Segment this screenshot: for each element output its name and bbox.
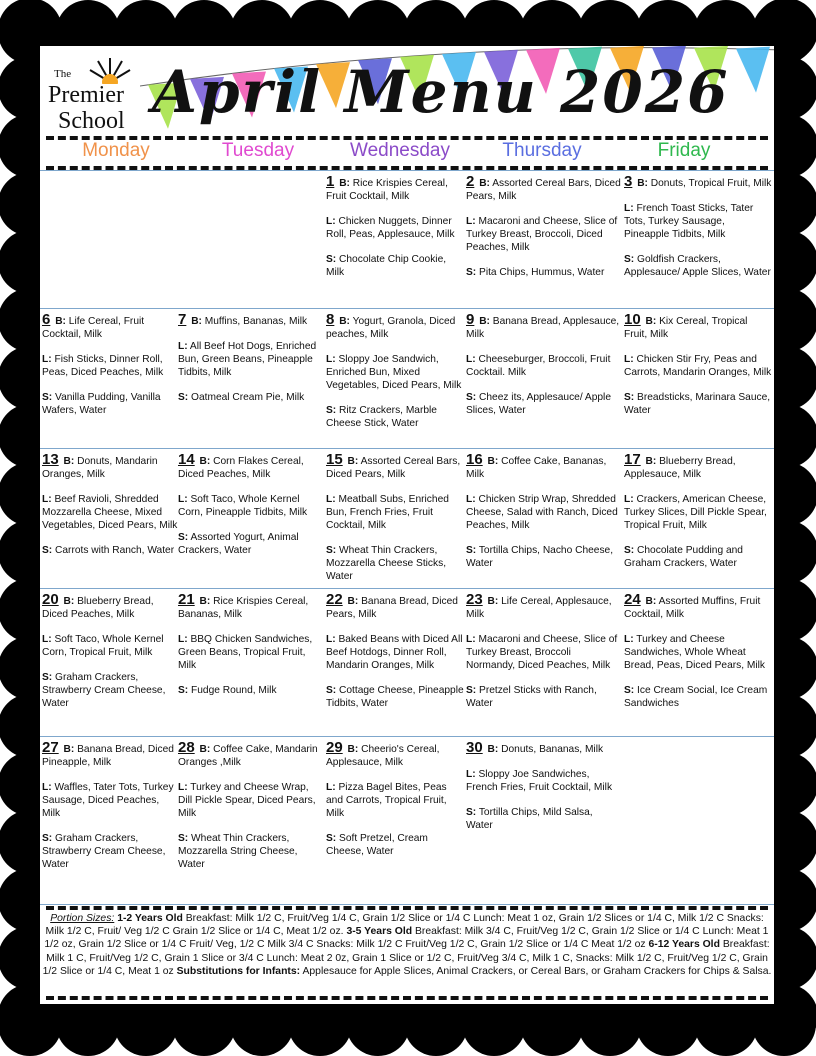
day-cell: [326, 593, 466, 722]
lunch-line: [326, 215, 466, 241]
sun-icon: [88, 54, 132, 84]
lunch-label: L:: [42, 494, 52, 505]
date-number: 24: [624, 591, 641, 608]
breakfast-items: Blueberry Bread, Diced Peaches, Milk: [42, 596, 154, 620]
breakfast-items: Blueberry Bread, Applesauce, Milk: [624, 456, 736, 480]
snack-label: S:: [178, 532, 189, 543]
day-cell: [42, 741, 178, 883]
snack-items: Ritz Crackers, Marble Cheese Stick, Water: [326, 405, 437, 429]
lunch-line: [624, 493, 772, 532]
breakfast-label: B:: [63, 456, 75, 467]
lunch-label: L:: [624, 494, 634, 505]
lunch-items: Baked Beans with Diced All Beef Hotdogs, Dinner Roll, Mandarin Oranges, Milk: [326, 634, 463, 671]
age-group-2-label: 3-5 Years Old: [346, 926, 413, 938]
snack-line: [624, 253, 772, 279]
day-cell: [466, 453, 622, 582]
lunch-label: L:: [178, 782, 188, 793]
snack-items: Wheat Thin Crackers, Mozzarella Cheese Sticks, Water: [326, 545, 447, 582]
lunch-items: Macaroni and Cheese, Slice of Turkey Breast, Broccoli, Diced Peaches, Milk: [466, 216, 618, 253]
breakfast-label: B:: [55, 316, 66, 327]
snack-items: Fudge Round, Milk: [191, 685, 277, 696]
snack-label: S:: [326, 254, 337, 265]
divider-footer-top: [46, 906, 768, 910]
breakfast-label: B:: [347, 744, 359, 755]
snack-label: S:: [624, 545, 635, 556]
lunch-items: Soft Taco, Whole Kernel Corn, Pineapple Tidbits, Milk: [178, 494, 308, 518]
day-cell: [42, 313, 178, 429]
snack-line: [42, 671, 178, 710]
lunch-items: Pizza Bagel Bites, Peas and Carrots, Tropical Fruit, Milk: [326, 782, 447, 819]
breakfast-line: [42, 741, 178, 769]
breakfast-items: Rice Krispies Cereal, Fruit Cocktail, Milk: [326, 178, 448, 202]
breakfast-line: [326, 175, 466, 203]
breakfast-line: [624, 313, 772, 341]
breakfast-label: B:: [339, 178, 350, 189]
breakfast-line: [624, 175, 772, 190]
breakfast-label: B:: [191, 316, 202, 327]
day-friday: Friday: [657, 140, 711, 161]
snack-label: S:: [466, 807, 477, 818]
breakfast-items: Coffee Cake, Mandarin Oranges ,Milk: [178, 744, 318, 768]
snack-items: Ice Cream Social, Ice Cream Sandwiches: [624, 685, 768, 709]
snack-label: S:: [624, 254, 635, 265]
breakfast-items: Assorted Cereal Bars, Diced Pears, Milk: [326, 456, 461, 480]
day-thursday: Thursday: [502, 140, 582, 161]
grid-bottom-line: [40, 904, 774, 905]
snack-line: [624, 391, 772, 417]
age-group-1-label: 1-2 Years Old: [117, 913, 183, 924]
breakfast-items: Coffee Cake, Bananas, Milk: [466, 456, 607, 480]
day-cell: [624, 453, 772, 582]
lunch-line: [178, 493, 324, 519]
snack-items: Vanilla Pudding, Vanilla Wafers, Water: [42, 392, 161, 416]
lunch-items: Turkey and Cheese Sandwiches, Whole Wheat Bread, Peas, Diced Pears, Milk: [624, 634, 765, 671]
lunch-line: [466, 633, 622, 672]
week-row: [40, 736, 774, 905]
breakfast-line: [466, 453, 622, 481]
lunch-label: L:: [178, 494, 188, 505]
breakfast-items: Assorted Cereal Bars, Diced Pears, Milk: [466, 178, 621, 202]
portion-label: Portion Sizes:: [50, 913, 115, 924]
snack-line: [326, 404, 466, 430]
lunch-label: L:: [466, 494, 476, 505]
day-wednesday: Wednesday: [350, 140, 450, 161]
lunch-items: BBQ Chicken Sandwiches, Green Beans, Tropical Fruit, Milk: [178, 634, 313, 671]
lunch-line: [42, 781, 178, 820]
breakfast-label: B:: [479, 316, 490, 327]
breakfast-items: Donuts, Tropical Fruit, Milk: [650, 178, 772, 189]
breakfast-line: [624, 593, 772, 621]
day-cell: [326, 175, 466, 291]
breakfast-items: Kix Cereal, Tropical Fruit, Milk: [624, 316, 748, 340]
snack-line: [624, 544, 772, 570]
weekday-header: [46, 140, 768, 168]
snack-items: Tortilla Chips, Mild Salsa, Water: [466, 807, 593, 831]
lunch-line: [178, 633, 324, 672]
lunch-line: [624, 353, 772, 379]
date-number: 9: [466, 311, 475, 328]
lunch-label: L:: [624, 203, 634, 214]
snack-items: Graham Crackers, Strawberry Cream Cheese, Water: [42, 672, 166, 709]
snack-label: S:: [178, 833, 189, 844]
breakfast-line: [326, 313, 466, 341]
snack-items: Chocolate Chip Cookie, Milk: [326, 254, 447, 278]
snack-label: S:: [326, 833, 337, 844]
breakfast-label: B:: [637, 178, 648, 189]
lunch-line: [326, 633, 466, 672]
lunch-line: [42, 353, 178, 379]
breakfast-label: B:: [199, 596, 211, 607]
snack-line: [42, 832, 178, 871]
week-row: [40, 588, 774, 737]
week-row: [40, 170, 774, 309]
day-cell: [326, 453, 466, 595]
date-number: 6: [42, 311, 51, 328]
menu-page: [40, 46, 774, 1004]
week-row: [40, 308, 774, 449]
lunch-items: Macaroni and Cheese, Slice of Turkey Breast, Broccoli Normandy, Diced Peaches, Milk: [466, 634, 618, 671]
breakfast-label: B:: [645, 596, 657, 607]
lunch-label: L:: [466, 634, 476, 645]
lunch-label: L:: [326, 494, 336, 505]
breakfast-label: B:: [63, 744, 75, 755]
day-tuesday: Tuesday: [221, 140, 295, 161]
breakfast-label: B:: [347, 596, 359, 607]
lunch-line: [42, 493, 178, 532]
day-cell: [42, 453, 178, 569]
date-number: 17: [624, 451, 641, 468]
lunch-items: Sloppy Joe Sandwiches, French Fries, Fruit Cocktail, Milk: [466, 769, 613, 793]
snack-line: [466, 391, 622, 417]
date-number: 23: [466, 591, 483, 608]
lunch-items: Waffles, Tater Tots, Turkey Sausage, Diced Peaches, Milk: [42, 782, 174, 819]
snack-label: S:: [466, 685, 477, 696]
snack-line: [466, 544, 622, 570]
snack-line: [466, 684, 622, 710]
breakfast-line: [466, 175, 622, 203]
breakfast-line: [178, 453, 324, 481]
breakfast-items: Donuts, Bananas, Milk: [501, 744, 604, 755]
portion-sizes: [42, 912, 772, 978]
breakfast-items: Cheerio's Cereal, Applesauce, Milk: [326, 744, 440, 768]
snack-items: Tortilla Chips, Nacho Cheese, Water: [466, 545, 614, 569]
date-number: 29: [326, 739, 343, 756]
date-number: 14: [178, 451, 195, 468]
snack-items: Carrots with Ranch, Water: [55, 545, 175, 556]
snack-label: S:: [178, 392, 189, 403]
lunch-items: French Toast Sticks, Tater Tots, Turkey Sausage, Pineapple Tidbits, Milk: [624, 203, 754, 240]
substitutions-text: Applesauce for Apple Slices, Animal Crackers, or Cereal Bars, or Graham Crackers for Chips & Salsa.: [302, 965, 772, 977]
breakfast-items: Banana Bread, Diced Pears, Milk: [326, 596, 458, 620]
lunch-items: Chicken Strip Wrap, Shredded Cheese, Salad with Ranch, Diced Peaches, Milk: [466, 494, 618, 531]
snack-label: S:: [42, 672, 53, 683]
lunch-label: L:: [178, 634, 188, 645]
age-group-3-text: Breakfast: Milk 1 C, Fruit/Veg 1/2 C, Grain 1 Slice or 3/4 C Lunch: Meat 2 0z, Grain 1 Slice or 1/2 C, Fruit/Veg 3/4 C, Milk 1 C, Snacks: Milk 1/2 C, Fruit/Veg 1/2 C, Grain 1/2 Slice or 1/4 C, Meat 1 oz: [42, 939, 770, 977]
logo-text-premier: Premier: [48, 82, 124, 108]
lunch-label: L:: [624, 354, 634, 365]
breakfast-label: B:: [63, 596, 75, 607]
breakfast-label: B:: [487, 596, 499, 607]
lunch-label: L:: [466, 769, 476, 780]
snack-items: Graham Crackers, Strawberry Cream Cheese, Water: [42, 833, 166, 870]
age-group-1-text: Breakfast: Milk 1/2 C, Fruit/Veg 1/4 C, Grain 1/2 Slice or 1/4 C Lunch: Meat 1 oz, Grain 1/2 Slices or 1/4 C, Milk 1/2 C Snacks: Milk 1/2 C, Fruit/ Veg 1/2 C Grain 1/2 Slice or 1/4 C, Meat 1/2 oz.: [45, 913, 764, 938]
lunch-line: [466, 493, 622, 532]
lunch-label: L:: [178, 341, 188, 352]
breakfast-items: Life Cereal, Fruit Cocktail, Milk: [42, 316, 145, 340]
breakfast-label: B:: [479, 178, 490, 189]
snack-label: S:: [466, 392, 477, 403]
breakfast-items: Banana Bread, Applesauce, Milk: [466, 316, 620, 340]
snack-line: [466, 806, 622, 832]
breakfast-label: B:: [199, 744, 211, 755]
breakfast-label: B:: [199, 456, 211, 467]
age-group-2-text: Breakfast: Milk 3/4 C, Fruit/Veg 1/2 C, Grain 1/2 Slice or 1/4 C Lunch: Meat 1 1/2 oz, Grain 1/2 Slice or 1/4 C Fruit/ Veg, 1/2 C Milk 3/4 C Snacks: Milk 1/2 C Fruit/Veg 1/2 C, Grain 1/2 Slice or 1/4 C Meat 1/2 oz: [44, 926, 769, 951]
breakfast-items: Rice Krispies Cereal, Bananas, Milk: [178, 596, 309, 620]
lunch-items: Meatball Subs, Enriched Bun, French Fries, Fruit Cocktail, Milk: [326, 494, 449, 531]
breakfast-line: [624, 453, 772, 481]
date-number: 10: [624, 311, 641, 328]
snack-line: [326, 684, 466, 710]
day-cell: [624, 175, 772, 291]
date-number: 20: [42, 591, 59, 608]
lunch-items: Soft Taco, Whole Kernel Corn, Tropical Fruit, Milk: [42, 634, 164, 658]
day-cell: [466, 593, 622, 722]
date-number: 28: [178, 739, 195, 756]
breakfast-items: Yogurt, Granola, Diced peaches, Milk: [326, 316, 456, 340]
snack-label: S:: [42, 392, 53, 403]
lunch-items: Sloppy Joe Sandwich, Enriched Bun, Mixed Vegetables, Diced Pears, Milk: [326, 354, 462, 391]
snack-label: S:: [624, 392, 635, 403]
lunch-items: Cheeseburger, Broccoli, Fruit Cocktail. Milk: [466, 354, 611, 378]
lunch-line: [466, 353, 622, 379]
lunch-line: [42, 633, 178, 659]
snack-items: Chocolate Pudding and Graham Crackers, Water: [624, 545, 743, 569]
snack-items: Oatmeal Cream Pie, Milk: [191, 392, 305, 403]
lunch-items: All Beef Hot Dogs, Enriched Bun, Green Beans, Pineapple Tidbits, Milk: [178, 341, 317, 378]
snack-label: S:: [42, 833, 53, 844]
date-number: 3: [624, 173, 633, 190]
breakfast-line: [466, 593, 622, 621]
breakfast-line: [326, 453, 466, 481]
breakfast-items: Donuts, Mandarin Oranges, Milk: [42, 456, 158, 480]
breakfast-line: [42, 453, 178, 481]
day-cell: [466, 741, 622, 844]
snack-items: Soft Pretzel, Cream Cheese, Water: [326, 833, 428, 857]
divider-footer-bottom: [46, 996, 768, 1000]
date-number: 7: [178, 311, 187, 328]
lunch-label: L:: [42, 634, 52, 645]
snack-items: Assorted Yogurt, Animal Crackers, Water: [178, 532, 299, 556]
lunch-line: [326, 781, 466, 820]
snack-items: Wheat Thin Crackers, Mozzarella String Cheese, Water: [178, 833, 298, 870]
day-cell: [466, 313, 622, 429]
day-cell: [178, 313, 324, 416]
breakfast-line: [178, 741, 324, 769]
snack-line: [624, 684, 772, 710]
date-number: 13: [42, 451, 59, 468]
lunch-label: L:: [624, 634, 634, 645]
breakfast-label: B:: [487, 456, 499, 467]
page-title: April Menu 2026: [152, 58, 730, 126]
lunch-items: Chicken Nuggets, Dinner Roll, Peas, Applesauce, Milk: [326, 216, 455, 240]
day-cell: [466, 175, 622, 291]
breakfast-line: [466, 313, 622, 341]
breakfast-label: B:: [645, 316, 657, 327]
date-number: 2: [466, 173, 475, 190]
breakfast-line: [326, 593, 466, 621]
snack-items: Cheez its, Applesauce/ Apple Slices, Water: [466, 392, 611, 416]
school-logo: [44, 52, 136, 132]
snack-label: S:: [326, 685, 337, 696]
day-cell: [326, 741, 466, 870]
breakfast-items: Banana Bread, Diced Pineapple, Milk: [42, 744, 174, 768]
snack-label: S:: [178, 685, 189, 696]
snack-items: Goldfish Crackers, Applesauce/ Apple Slices, Water: [624, 254, 771, 278]
day-cell: [178, 741, 324, 883]
lunch-items: Beef Ravioli, Shredded Mozzarella Cheese, Mixed Vegetables, Diced Pears, Milk: [42, 494, 178, 531]
breakfast-line: [178, 313, 324, 328]
snack-line: [178, 531, 324, 557]
breakfast-line: [466, 741, 622, 756]
lunch-label: L:: [42, 354, 52, 365]
date-number: 21: [178, 591, 195, 608]
pennant-flag: [736, 47, 770, 93]
breakfast-items: Corn Flakes Cereal, Diced Peaches, Milk: [178, 456, 304, 480]
breakfast-line: [42, 593, 178, 621]
lunch-line: [326, 493, 466, 532]
lunch-label: L:: [466, 354, 476, 365]
snack-line: [178, 391, 324, 404]
breakfast-line: [42, 313, 178, 341]
day-cell: [624, 313, 772, 429]
snack-items: Breadsticks, Marinara Sauce, Water: [624, 392, 771, 416]
snack-label: S:: [42, 545, 53, 556]
lunch-label: L:: [466, 216, 476, 227]
lunch-label: L:: [326, 634, 336, 645]
snack-label: S:: [466, 267, 477, 278]
lunch-line: [624, 633, 772, 672]
snack-line: [326, 544, 466, 583]
logo-text-school: School: [58, 108, 125, 134]
lunch-label: L:: [42, 782, 52, 793]
lunch-items: Crackers, American Cheese, Turkey Slices, Dill Pickle Spear, Tropical Fruit, Milk: [624, 494, 767, 531]
date-number: 30: [466, 739, 483, 756]
snack-line: [42, 544, 178, 557]
date-number: 1: [326, 173, 335, 190]
snack-label: S:: [466, 545, 477, 556]
lunch-label: L:: [326, 354, 336, 365]
lunch-line: [178, 781, 324, 820]
breakfast-label: B:: [487, 744, 499, 755]
breakfast-items: Assorted Muffins, Fruit Cocktail, Milk: [624, 596, 761, 620]
age-group-3-label: 6-12 Years Old: [648, 939, 720, 951]
snack-label: S:: [326, 405, 337, 416]
breakfast-line: [326, 741, 466, 769]
breakfast-line: [178, 593, 324, 621]
date-number: 15: [326, 451, 343, 468]
snack-line: [326, 253, 466, 279]
lunch-line: [178, 340, 324, 379]
snack-line: [178, 684, 324, 697]
breakfast-items: Life Cereal, Applesauce, Milk: [466, 596, 612, 620]
snack-line: [466, 266, 622, 279]
week-row: [40, 448, 774, 589]
substitutions-label: Substitutions for Infants:: [176, 965, 301, 977]
day-cell: [624, 593, 772, 722]
day-monday: Monday: [82, 140, 150, 161]
date-number: 16: [466, 451, 483, 468]
date-number: 22: [326, 591, 343, 608]
breakfast-label: B:: [347, 456, 359, 467]
lunch-label: L:: [326, 782, 336, 793]
lunch-items: Turkey and Cheese Wrap, Dill Pickle Spear, Diced Pears, Milk: [178, 782, 316, 819]
lunch-label: L:: [326, 216, 336, 227]
snack-label: S:: [624, 685, 635, 696]
logo-text-the: The: [54, 68, 72, 80]
day-cell: [326, 313, 466, 442]
lunch-line: [466, 768, 622, 794]
breakfast-label: B:: [645, 456, 657, 467]
breakfast-label: B:: [339, 316, 350, 327]
lunch-line: [624, 202, 772, 241]
lunch-items: Fish Sticks, Dinner Roll, Peas, Diced Peaches, Milk: [42, 354, 164, 378]
day-cell: [42, 593, 178, 722]
day-cell: [178, 453, 324, 569]
snack-items: Pita Chips, Hummus, Water: [479, 267, 605, 278]
snack-line: [326, 832, 466, 858]
date-number: 27: [42, 739, 59, 756]
snack-line: [178, 832, 324, 871]
date-number: 8: [326, 311, 335, 328]
breakfast-items: Muffins, Bananas, Milk: [204, 316, 308, 327]
snack-items: Cottage Cheese, Pineapple Tidbits, Water: [326, 685, 464, 709]
snack-line: [42, 391, 178, 417]
lunch-line: [326, 353, 466, 392]
day-cell: [178, 593, 324, 709]
lunch-line: [466, 215, 622, 254]
snack-label: S:: [326, 545, 337, 556]
lunch-items: Chicken Stir Fry, Peas and Carrots, Mandarin Oranges, Milk: [624, 354, 772, 378]
snack-items: Pretzel Sticks with Ranch, Water: [466, 685, 597, 709]
